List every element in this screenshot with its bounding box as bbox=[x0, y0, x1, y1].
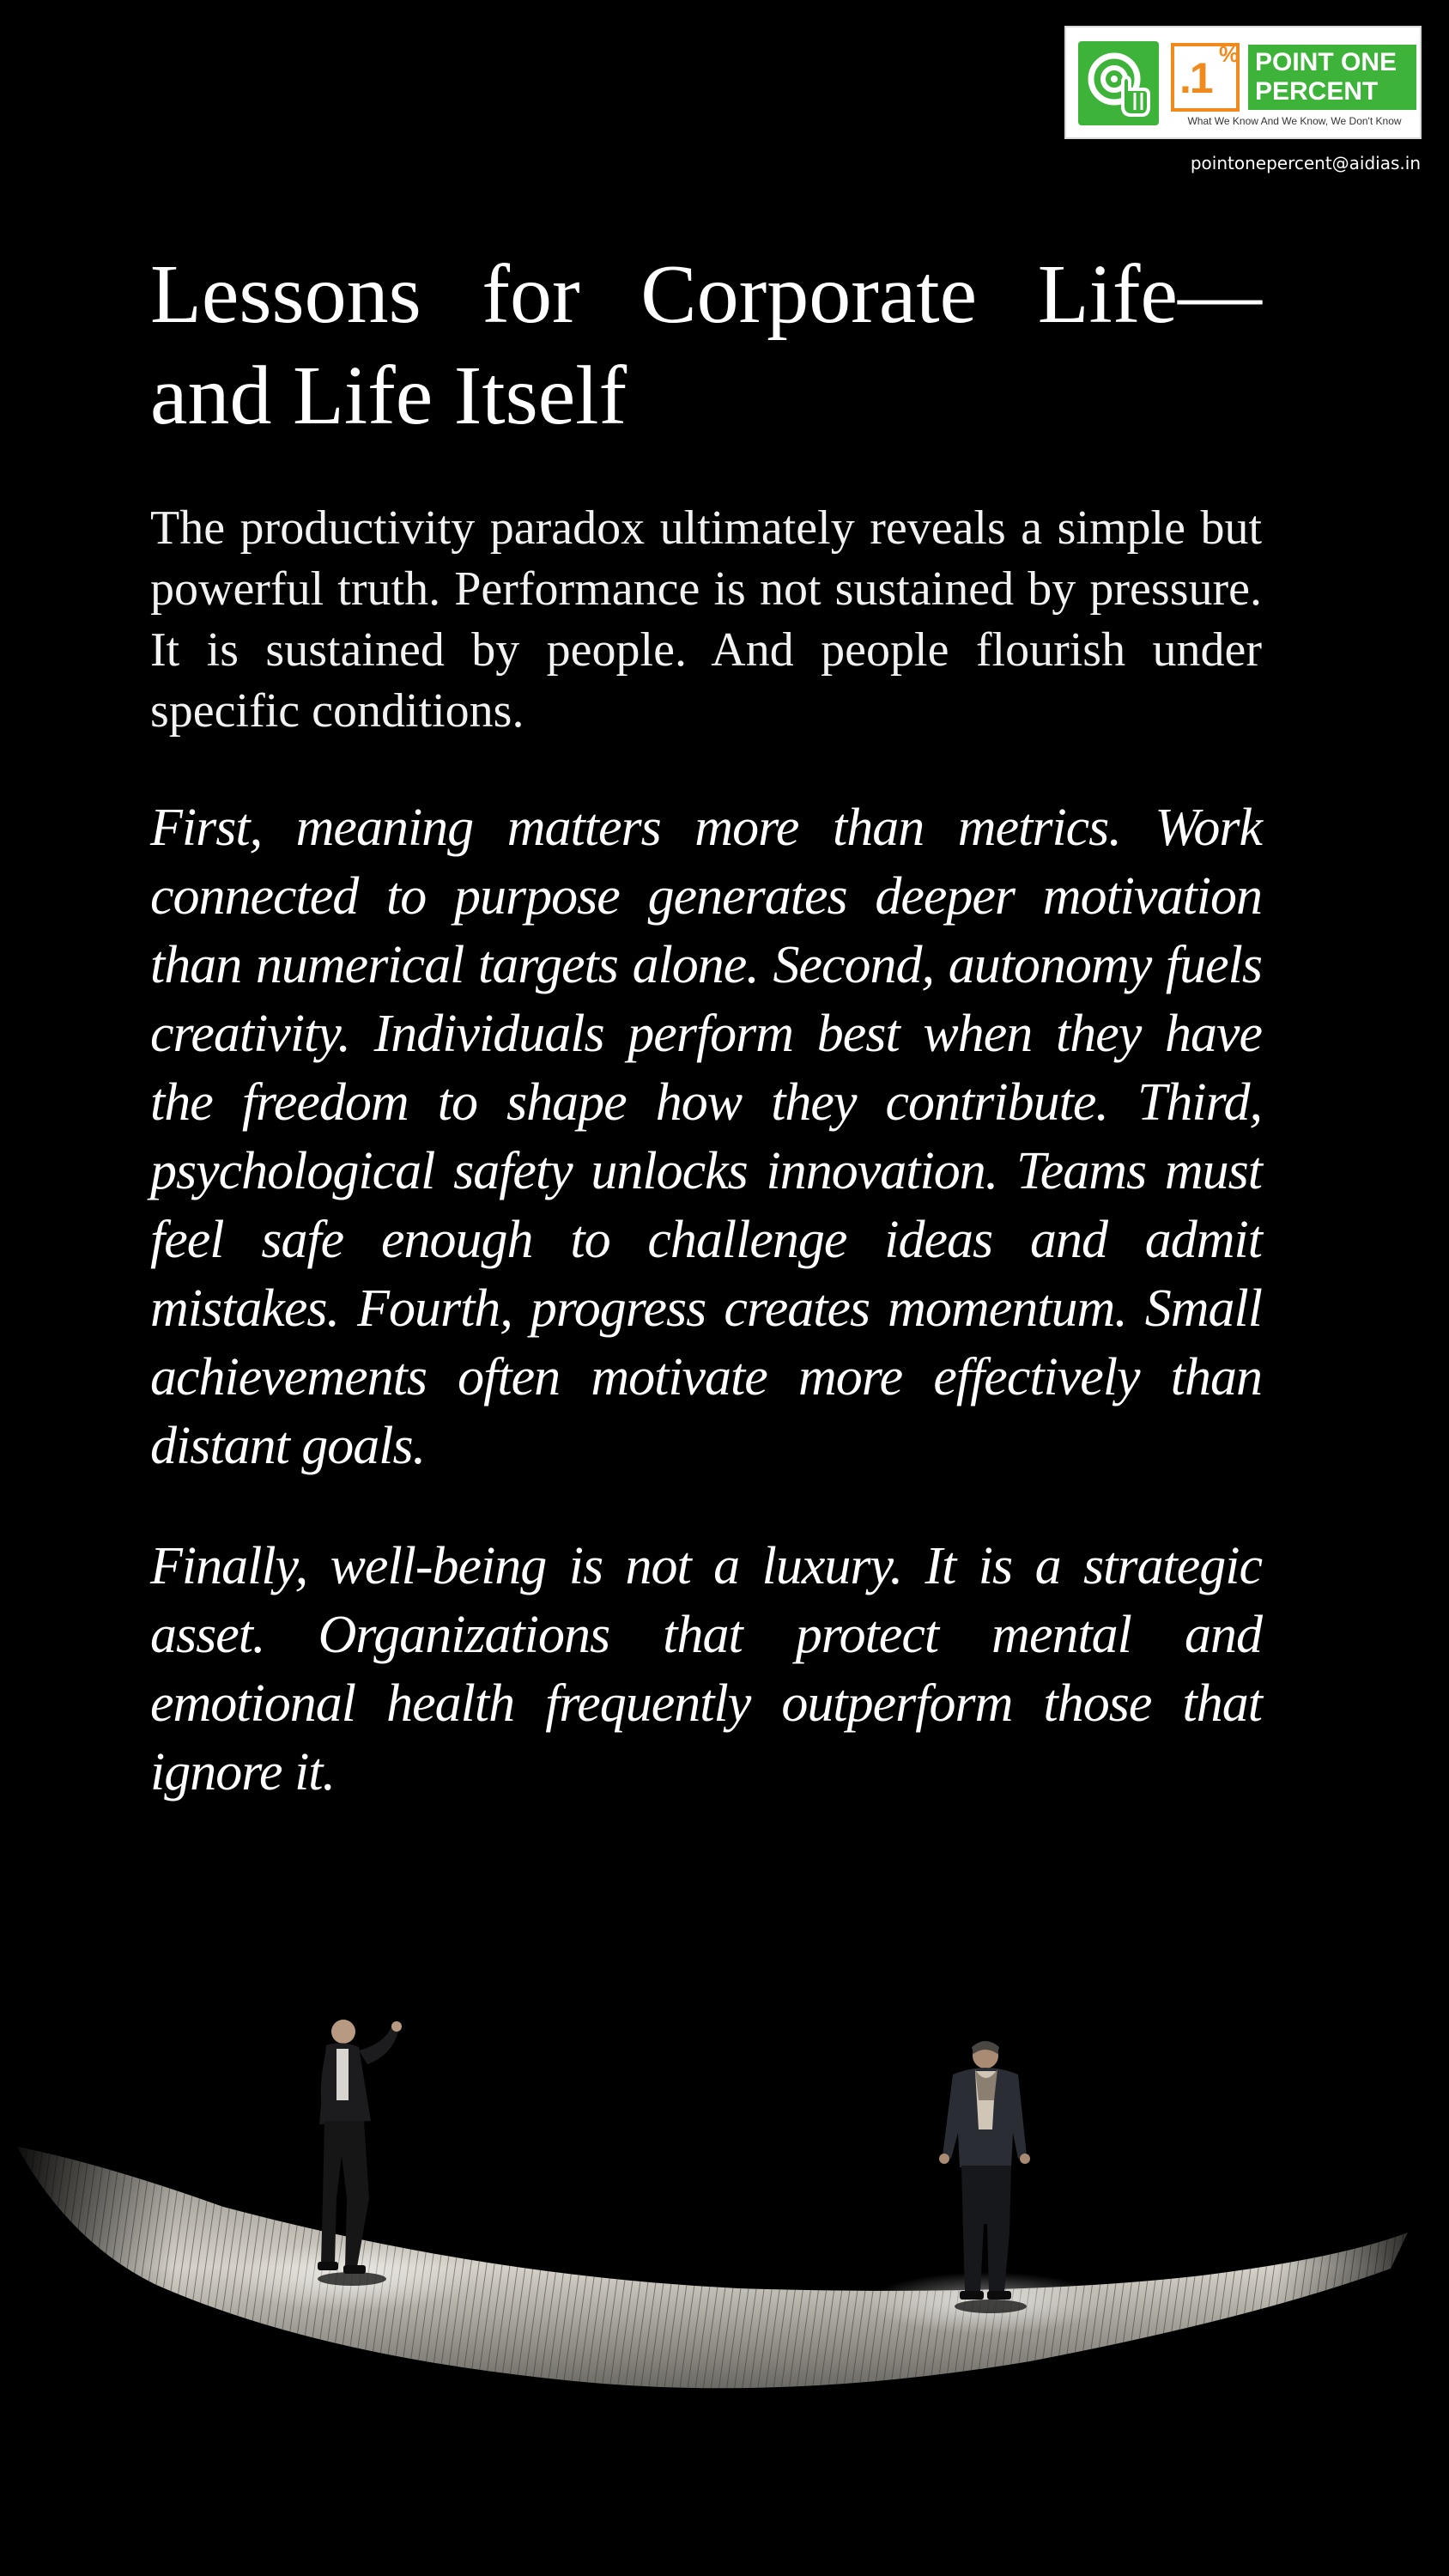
brand-tagline: What We Know And We Know, We Don't Know bbox=[1187, 115, 1402, 127]
article-body bbox=[150, 244, 1262, 1807]
stage-photo bbox=[0, 1949, 1449, 2499]
closing-paragraph: Finally, well-being is not a luxury. It is a strategic asset. Organizations that protect mental and emotional health frequently outperform those that ignore it. bbox=[150, 1537, 1262, 1801]
lessons-paragraph: First, meaning matters more than metrics. Work connected to purpose generates deeper motivation than numerical targets alone. Second, autonomy fuels creativity. Individuals perform best when they have the freedom to shape how they contribute. Third, psychological safety unlocks innovation. Teams must feel safe enough to challenge ideas and admit mistakes. Fourth, progress creates momentum. Small achievements often motivate more effectively than distant goals. bbox=[150, 799, 1262, 1475]
target-hand-icon bbox=[1078, 41, 1159, 125]
intro-paragraph: The productivity paradox ultimately reveals a simple but powerful truth. Performance is not sustained by pressure. It is sustained by people. And people flourish under specific conditions. bbox=[150, 501, 1262, 738]
brand-name: POINT ONE PERCENT bbox=[1248, 45, 1416, 110]
badge-percent-sign: % bbox=[1219, 41, 1240, 67]
badge-number: .1 bbox=[1179, 54, 1212, 102]
brand-logo bbox=[1064, 26, 1422, 139]
page-title: Lessons for Corporate Life—and Life Itself bbox=[150, 248, 1262, 442]
point-one-badge bbox=[1171, 43, 1240, 112]
contact-email[interactable]: pointonepercent@aidias.in bbox=[1190, 153, 1421, 173]
